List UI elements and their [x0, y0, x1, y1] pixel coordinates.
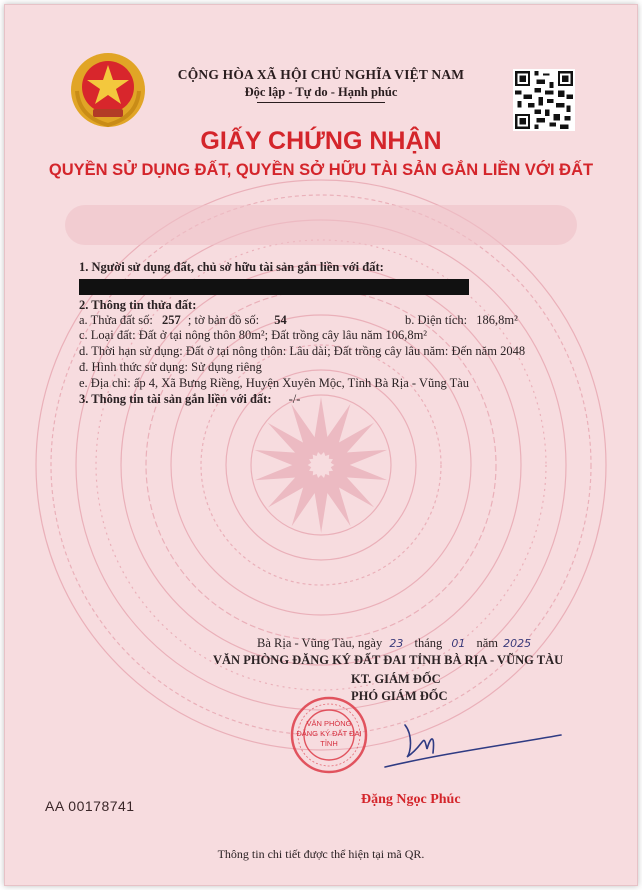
- certificate-subtitle: QUYỀN SỬ DỤNG ĐẤT, QUYỀN SỞ HỮU TÀI SẢN GẮN LIỀN VỚI ĐẤT: [48, 161, 594, 179]
- seal-line-3: TỈNH: [320, 739, 338, 748]
- map-sheet-value: 54: [274, 313, 287, 327]
- parcel-number-value: 257: [162, 313, 181, 327]
- section-3-line: [79, 392, 300, 407]
- month-label: tháng: [414, 636, 443, 650]
- national-motto: Độc lập - Tự do - Hạnh phúc: [244, 85, 398, 99]
- issuance-year: 2025: [503, 637, 532, 650]
- issuing-office: VĂN PHÒNG ĐĂNG KÝ ĐẤT ĐAI TỈNH BÀ RỊA - VŨNG TÀU: [213, 653, 564, 667]
- section-3-value: -/-: [288, 392, 301, 406]
- redacted-owner-name: [79, 279, 469, 295]
- parcel-line: [79, 313, 287, 328]
- section-2-label: 2. Thông tin thửa đất:: [79, 298, 197, 312]
- seal-line-1: VĂN PHÒNG: [306, 719, 352, 728]
- map-sheet-label: ; tờ bản đồ số:: [187, 313, 260, 327]
- certificate-title: GIẤY CHỨNG NHẬN: [200, 127, 442, 155]
- qr-code-icon[interactable]: [513, 69, 575, 131]
- section-1-label: 1. Người sử dụng đất, chủ sở hữu tài sản gắn liền với đất:: [79, 260, 384, 274]
- area-label: b. Diện tích:: [405, 313, 468, 327]
- signer-name: Đặng Ngọc Phúc: [361, 792, 461, 807]
- usage-term: d. Thời hạn sử dụng: Đất ở tại nông thôn: Lâu dài; Đất trồng cây lâu năm: Đến năm 2048: [79, 344, 526, 358]
- usage-form: đ. Hình thức sử dụng: Sử dụng riêng: [79, 360, 262, 374]
- certificate-page: [4, 4, 638, 886]
- motto-underline: [257, 102, 385, 103]
- official-seal: [289, 695, 369, 775]
- nation-name: CỘNG HÒA XÃ HỘI CHỦ NGHĨA VIỆT NAM: [177, 67, 465, 82]
- section-3-label: 3. Thông tin tài sản gắn liền với đất:: [79, 392, 272, 406]
- year-label: năm: [476, 636, 499, 650]
- address: e. Địa chỉ: ấp 4, Xã Bưng Riềng, Huyện Xuyên Mộc, Tỉnh Bà Rịa - Vũng Tàu: [79, 376, 470, 390]
- issuance-place: Bà Rịa - Vũng Tàu, ngày: [257, 636, 383, 650]
- issuance-day: 23: [389, 637, 404, 650]
- issuance-month: 01: [451, 637, 466, 650]
- area-line: [405, 313, 518, 328]
- kt-director: KT. GIÁM ĐỐC: [351, 672, 441, 686]
- serial-number: AA 00178741: [45, 798, 135, 814]
- deputy-director: PHÓ GIÁM ĐỐC: [351, 689, 448, 703]
- issuance-date: [257, 636, 531, 651]
- parcel-number-label: a. Thửa đất số:: [79, 313, 153, 327]
- qr-footer-note: Thông tin chi tiết được thể hiện tại mã QR.: [217, 847, 425, 861]
- seal-line-2: ĐĂNG KÝ ĐẤT ĐAI: [296, 729, 362, 738]
- handwritten-signature: [365, 705, 565, 785]
- land-type: c. Loại đất: Đất ở tại nông thôn 80m²; Đất trồng cây lâu năm 106,8m²: [79, 328, 428, 342]
- area-value: 186,8m²: [476, 313, 518, 327]
